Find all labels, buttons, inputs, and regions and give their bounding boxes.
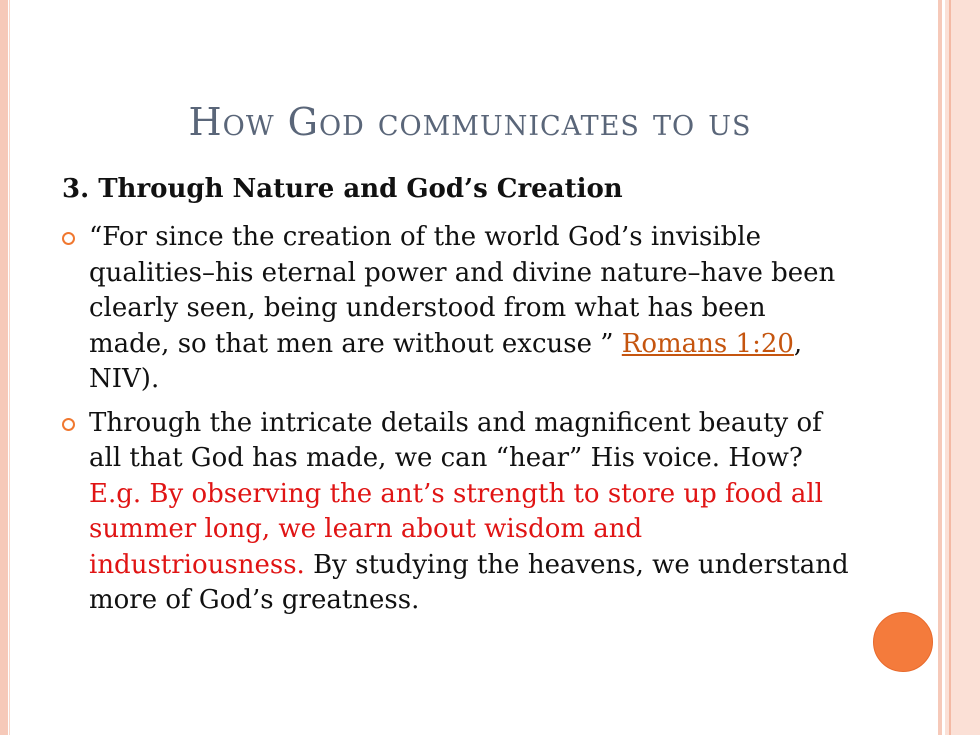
- scripture-citation-end: , NIV).: [89, 328, 803, 394]
- slide-frame-left-line: [9, 0, 10, 735]
- slide-frame-left: [0, 0, 8, 735]
- bullet-item-nature: [62, 406, 852, 619]
- bullet-circle-icon: [62, 232, 75, 245]
- bullet-circle-icon: [62, 418, 75, 431]
- slide-frame-right-stripe: [938, 0, 942, 735]
- bullet-list: [62, 220, 852, 627]
- slide-frame-right-band: [945, 0, 980, 735]
- ant-example-text: E.g. By observing the ant’s strength to store up food all summer long, we learn about wisdom and industriousness.: [89, 478, 823, 580]
- section-heading: 3. Through Nature and God’s Creation: [62, 174, 623, 204]
- nature-intro-text: Through the intricate details and magnificent beauty of all that God has made, we can “hear” His voice. How?: [89, 407, 822, 473]
- decorative-orange-circle: [873, 612, 933, 672]
- scripture-quote-text: “For since the creation of the world God’s invisible qualities–his eternal power and divine nature–have been clearly seen, being understood from what has been made, so that men are without excuse ”: [89, 222, 836, 359]
- heavens-example-text: By studying the heavens, we understand more of God’s greatness.: [89, 549, 849, 615]
- scripture-reference-link[interactable]: Romans 1:20: [621, 328, 794, 359]
- bullet-item-scripture: [62, 220, 852, 398]
- slide-title: How God communicates to us: [188, 100, 752, 144]
